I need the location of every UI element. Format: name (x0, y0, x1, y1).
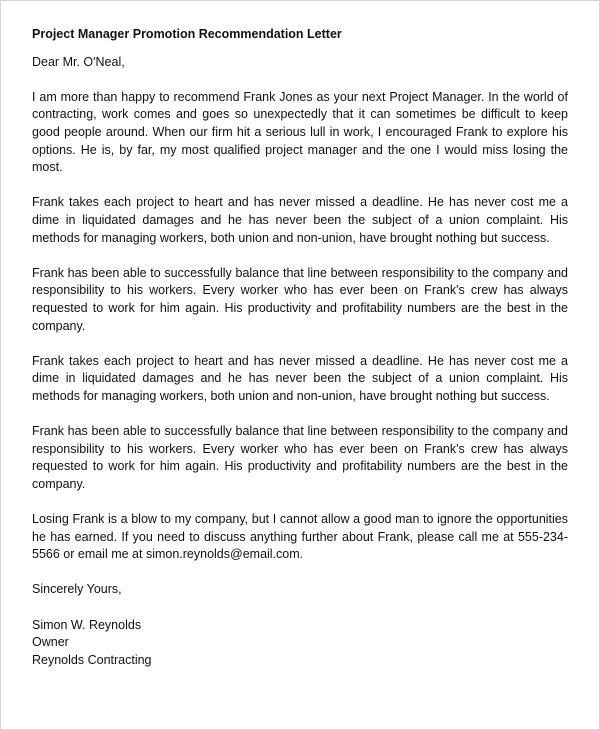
body-paragraph (32, 423, 568, 493)
paragraph-line: company. (32, 318, 86, 333)
paragraph-line: he has earned. If you need to discuss anything further about Frank, please call me at 555-234- (32, 529, 568, 544)
body-paragraph (32, 353, 568, 406)
paragraph-line: responsibility to his workers. Every worker who has ever been on Frank's crew has always (32, 283, 568, 298)
signer-company: Reynolds Contracting (32, 652, 152, 667)
body-paragraph (32, 511, 568, 564)
paragraph-line: Frank takes each project to heart and has never missed a deadline. He has never cost me a (32, 353, 568, 368)
paragraph-line: Frank takes each project to heart and has never missed a deadline. He has never cost me a (32, 195, 568, 210)
paragraph-line: 5566 or email me at simon.reynolds@email.com. (32, 547, 304, 562)
letter-title: Project Manager Promotion Recommendation Letter (32, 27, 342, 41)
body-paragraph (32, 194, 568, 247)
paragraph-line: methods for managing workers, both union and non-union, have brought nothing but success. (32, 230, 550, 245)
paragraph-line: methods for managing workers, both union and non-union, have brought nothing but success. (32, 388, 550, 403)
closing: Sincerely Yours, (32, 582, 122, 597)
paragraph-line: dime in liquidated damages and he has never been the subject of a union complaint. His (32, 212, 568, 227)
paragraph-line: company. (32, 476, 86, 491)
letter-content (32, 26, 568, 669)
letter-body (32, 89, 568, 564)
paragraph-line: good people around. When our firm hit a serious lull in work, I encouraged Frank to explore his (32, 124, 568, 139)
signature-block (32, 617, 568, 670)
paragraph-line: Losing Frank is a blow to my company, but I cannot allow a good man to ignore the opportunities (32, 512, 568, 527)
paragraph-line: dime in liquidated damages and he has never been the subject of a union complaint. His (32, 371, 568, 386)
paragraph-line: most. (32, 160, 63, 175)
paragraph-line: requested to work for him again. His productivity and profitability numbers are the best in the (32, 459, 568, 474)
body-paragraph (32, 265, 568, 335)
paragraph-line: Frank has been able to successfully balance that line between responsibility to the company and (32, 424, 568, 439)
salutation: Dear Mr. O'Neal, (32, 54, 125, 69)
paragraph-line: requested to work for him again. His productivity and profitability numbers are the best in the (32, 300, 568, 315)
body-paragraph (32, 89, 568, 177)
paragraph-line: options. He is, by far, my most qualified project manager and the one I would miss losing the (32, 142, 568, 157)
paragraph-line: Frank has been able to successfully balance that line between responsibility to the company and (32, 265, 568, 280)
paragraph-line: contracting, work comes and goes so unexpectedly that it can sometimes be difficult to keep (32, 107, 568, 122)
signer-role: Owner (32, 635, 69, 650)
paragraph-line: I am more than happy to recommend Frank Jones as your next Project Manager. In the world of (32, 89, 568, 104)
paragraph-line: responsibility to his workers. Every worker who has ever been on Frank's crew has always (32, 441, 568, 456)
signer-name: Simon W. Reynolds (32, 617, 142, 632)
